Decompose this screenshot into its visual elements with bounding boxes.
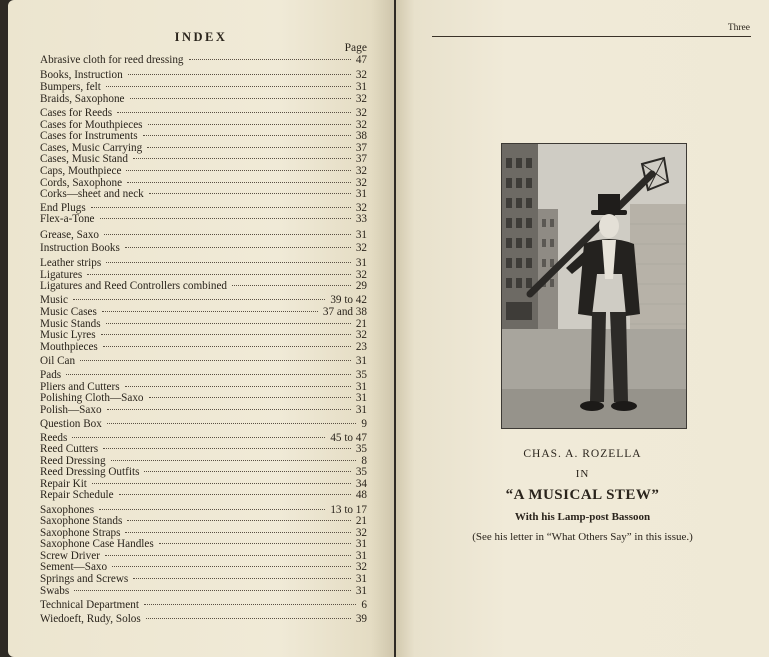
index-entry — [40, 613, 367, 626]
index-entry-page: 31 — [355, 538, 367, 550]
index-entry-text: Polishing Cloth—Saxo — [40, 392, 144, 404]
dot-leader — [189, 58, 351, 60]
dot-leader — [106, 322, 351, 324]
index-entry — [40, 599, 367, 612]
index-entry-text: Cases, Music Carrying — [40, 142, 143, 154]
index-entry — [40, 93, 367, 106]
index-entry — [40, 188, 367, 201]
photo-page — [396, 0, 769, 657]
index-entry — [40, 341, 367, 354]
index-entry-page: 32 — [355, 119, 367, 131]
index-entry-text: Grease, Saxo — [40, 229, 100, 241]
index-entry-text: Books, Instruction — [40, 69, 123, 81]
index-entry-text: Music Cases — [40, 306, 97, 318]
index-entry — [40, 280, 367, 293]
index-entry-page: 9 — [361, 418, 367, 430]
index-entry-text: Cases, Music Stand — [40, 153, 128, 165]
dot-leader — [144, 470, 350, 472]
index-entry-page: 32 — [355, 69, 367, 81]
index-entry — [40, 404, 367, 417]
index-entry-page: 21 — [355, 515, 367, 527]
index-entry-text: Reed Dressing Outfits — [40, 466, 140, 478]
index-entry-text: Wiedoeft, Rudy, Solos — [40, 613, 141, 625]
index-entry-text: Technical Department — [40, 599, 139, 611]
index-entry-text: Corks—sheet and neck — [40, 188, 144, 200]
dot-leader — [100, 217, 351, 219]
dot-leader — [66, 373, 351, 375]
index-entry-page: 31 — [355, 188, 367, 200]
index-entry-text: Leather strips — [40, 257, 102, 269]
index-entry-text: Question Box — [40, 418, 102, 430]
index-entry — [40, 242, 367, 255]
index-entry-page: 48 — [355, 489, 367, 501]
index-entry-text: Reeds — [40, 432, 68, 444]
index-entry-text: Repair Schedule — [40, 489, 114, 501]
index-entry-text: Instruction Books — [40, 242, 120, 254]
header-rule — [432, 36, 751, 37]
dot-leader — [112, 565, 351, 567]
dot-leader — [80, 359, 351, 361]
index-entry-page: 32 — [355, 269, 367, 281]
index-entry-page: 31 — [355, 550, 367, 562]
index-entry-page: 13 to 17 — [330, 504, 367, 516]
index-entry-text: End Plugs — [40, 202, 86, 214]
index-entry-text: Saxophone Case Handles — [40, 538, 154, 550]
caption-in: IN — [575, 468, 590, 480]
index-entry-page: 31 — [355, 392, 367, 404]
index-entry-text: Cases for Mouthpieces — [40, 119, 143, 131]
index-entry-page: 21 — [355, 318, 367, 330]
dot-leader — [74, 589, 351, 591]
dot-leader — [149, 396, 351, 398]
dot-leader — [73, 298, 325, 300]
index-entry-text: Flex-a-Tone — [40, 213, 95, 225]
index-entry-page: 32 — [355, 165, 367, 177]
dot-leader — [117, 111, 351, 113]
index-entry-text: Cords, Saxophone — [40, 177, 123, 189]
index-title: INDEX — [174, 30, 228, 44]
index-entry-text: Saxophones — [40, 504, 95, 516]
index-entry-text: Abrasive cloth for reed dressing — [40, 54, 184, 66]
dot-leader — [148, 123, 351, 125]
dot-leader — [128, 73, 351, 75]
dot-leader — [133, 157, 351, 159]
index-entry-text: Cases for Instruments — [40, 130, 138, 142]
dot-leader — [101, 333, 351, 335]
dot-leader — [102, 310, 318, 312]
index-entry-page: 33 — [355, 213, 367, 225]
dot-leader — [125, 385, 351, 387]
index-entry-text: Ligatures and Reed Controllers combined — [40, 280, 228, 292]
index-entry-page: 31 — [355, 355, 367, 367]
index-entry-page: 32 — [355, 329, 367, 341]
index-entry-text: Springs and Screws — [40, 573, 129, 585]
dot-leader — [104, 233, 351, 235]
index-entry-page: 31 — [355, 585, 367, 597]
index-entry-text: Pliers and Cutters — [40, 381, 120, 393]
index-entry-page: 32 — [355, 561, 367, 573]
dot-leader — [159, 542, 351, 544]
index-entry-page: 32 — [355, 177, 367, 189]
dot-leader — [130, 97, 351, 99]
caption-name: CHAS. A. ROZELLA — [523, 448, 642, 460]
dot-leader — [119, 493, 351, 495]
index-entry-text: Caps, Mouthpiece — [40, 165, 122, 177]
index-entry-page: 32 — [355, 107, 367, 119]
dot-leader — [125, 246, 351, 248]
index-entry-page: 29 — [355, 280, 367, 292]
index-entry-text: Bumpers, felt — [40, 81, 101, 93]
index-page — [8, 0, 394, 657]
dot-leader — [143, 134, 351, 136]
index-entry-page: 31 — [355, 573, 367, 585]
dot-leader — [107, 422, 357, 424]
dot-leader — [126, 169, 350, 171]
dot-leader — [133, 577, 351, 579]
index-entry-text: Ligatures — [40, 269, 83, 281]
dot-leader — [91, 206, 351, 208]
index-entry-text: Music Stands — [40, 318, 101, 330]
index-entry-page: 39 — [355, 613, 367, 625]
page-number-label: Three — [727, 23, 750, 33]
page-column-header: Page — [344, 42, 367, 54]
dot-leader — [149, 192, 351, 194]
index-entry-page: 37 and 38 — [322, 306, 367, 318]
index-entry-text: Repair Kit — [40, 478, 87, 490]
performer-illustration — [502, 144, 686, 428]
dot-leader — [107, 408, 351, 410]
dot-leader — [125, 531, 350, 533]
dot-leader — [146, 617, 351, 619]
index-entry-page: 31 — [355, 404, 367, 416]
index-entry-page: 31 — [355, 257, 367, 269]
index-entry-text: Mouthpieces — [40, 341, 98, 353]
index-entry — [40, 418, 367, 431]
index-entry-text: Screw Driver — [40, 550, 100, 562]
index-entry-text: Braids, Saxophone — [40, 93, 125, 105]
index-entry-page: 32 — [355, 527, 367, 539]
dot-leader — [127, 519, 350, 521]
index-entry-text: Reed Dressing — [40, 455, 106, 467]
dot-leader — [105, 554, 351, 556]
index-entry-text: Polish—Saxo — [40, 404, 102, 416]
dot-leader — [103, 447, 351, 449]
dot-leader — [92, 482, 351, 484]
index-entry-page: 45 to 47 — [330, 432, 367, 444]
index-entry — [40, 585, 367, 598]
index-entry-text: Music Lyres — [40, 329, 96, 341]
index-entry-page: 23 — [355, 341, 367, 353]
index-entry-page: 47 — [355, 54, 367, 66]
performer-photo — [501, 143, 687, 429]
dot-leader — [232, 284, 351, 286]
index-entry — [40, 213, 367, 226]
index-entry-page: 38 — [355, 130, 367, 142]
index-entry-text: Swabs — [40, 585, 70, 597]
dot-leader — [106, 261, 351, 263]
index-entry-page: 31 — [355, 229, 367, 241]
index-entry-page: 34 — [355, 478, 367, 490]
caption-title: “A MUSICAL STEW” — [505, 487, 660, 503]
index-entry — [40, 229, 367, 242]
index-entry-page: 32 — [355, 93, 367, 105]
index-entry-page: 32 — [355, 242, 367, 254]
caption-note: (See his letter in “What Others Say” in this issue.) — [472, 531, 693, 543]
index-entry-text: Cases for Reeds — [40, 107, 113, 119]
index-entry-text: Saxophone Stands — [40, 515, 123, 527]
dot-leader — [99, 508, 325, 510]
index-entry — [40, 54, 367, 67]
index-entry-page: 8 — [361, 455, 367, 467]
dot-leader — [144, 603, 356, 605]
index-entry-page: 6 — [361, 599, 367, 611]
index-entry-text: Reed Cutters — [40, 443, 99, 455]
index-entry-text: Saxophone Straps — [40, 527, 121, 539]
index-entry-text: Sement—Saxo — [40, 561, 108, 573]
index-entry-page: 35 — [355, 443, 367, 455]
index-entry-page: 35 — [355, 466, 367, 478]
dot-leader — [87, 273, 351, 275]
index-entry — [40, 355, 367, 368]
index-entry-page: 31 — [355, 81, 367, 93]
index-entry-text: Pads — [40, 369, 62, 381]
index-entry-text: Music — [40, 294, 68, 306]
caption-subtitle: With his Lamp-post Bassoon — [514, 511, 651, 523]
dot-leader — [72, 436, 325, 438]
index-entry-page: 37 — [355, 153, 367, 165]
index-entry-page: 37 — [355, 142, 367, 154]
dot-leader — [147, 146, 351, 148]
index-entry-page: 39 to 42 — [330, 294, 367, 306]
dot-leader — [111, 459, 357, 461]
dot-leader — [106, 85, 351, 87]
index-entry — [40, 489, 367, 502]
index-entry-text: Oil Can — [40, 355, 76, 367]
dot-leader — [103, 345, 351, 347]
index-entry-page: 35 — [355, 369, 367, 381]
dot-leader — [127, 181, 351, 183]
index-entry-page: 32 — [355, 202, 367, 214]
index-entry-page: 31 — [355, 381, 367, 393]
